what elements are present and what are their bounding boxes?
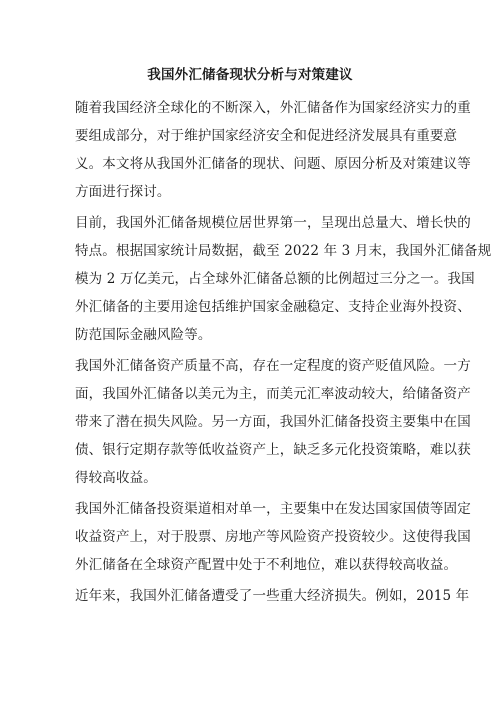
text-line: 方面进行探讨。 bbox=[75, 184, 171, 200]
text-line: 防范国际金融风险等。 bbox=[75, 327, 212, 343]
text-line: 面，我国外汇储备以美元为主，而美元汇率波动较大，给储备资产 bbox=[75, 386, 471, 402]
paragraph-investment-channels bbox=[75, 495, 471, 579]
paragraph-intro bbox=[75, 94, 471, 206]
text-line: 外汇储备的主要用途包括维护国家金融稳定、支持企业海外投资、 bbox=[75, 299, 471, 315]
text-line: 特点。根据国家统计局数据，截至 2022 年 3 月末，我国外汇储备规 bbox=[75, 243, 492, 259]
text-line: 带来了潜在损失风险。另一方面，我国外汇储备投资主要集中在国 bbox=[75, 414, 471, 430]
text-line: 债、银行定期存款等低收益资产上，缺乏多元化投资策略，难以获 bbox=[75, 442, 471, 458]
text-line: 外汇储备在全球资产配置中处于不利地位，难以获得较高收益。 bbox=[75, 557, 458, 573]
text-line: 要组成部分，对于维护国家经济安全和促进经济发展具有重要意 bbox=[75, 128, 458, 144]
text-line: 模为 2 万亿美元，占全球外汇储备总额的比例超过三分之一。我国 bbox=[75, 271, 475, 287]
text-line: 收益资产上，对于股票、房地产等风险资产投资较少。这使得我国 bbox=[75, 529, 471, 545]
text-line: 目前，我国外汇储备规模位居世界第一，呈现出总量大、增长快的 bbox=[75, 215, 471, 231]
paragraph-losses bbox=[75, 582, 470, 610]
text-line: 我国外汇储备投资渠道相对单一，主要集中在发达国家国债等固定 bbox=[75, 501, 471, 517]
paragraph-asset-quality bbox=[75, 352, 471, 492]
text-line: 近年来，我国外汇储备遭受了一些重大经济损失。例如，2015 年 bbox=[75, 588, 470, 604]
text-line: 我国外汇储备资产质量不高，存在一定程度的资产贬值风险。一方 bbox=[75, 358, 471, 374]
text-line: 随着我国经济全球化的不断深入，外汇储备作为国家经济实力的重 bbox=[75, 100, 471, 116]
document-title: 我国外汇储备现状分析与对策建议 bbox=[147, 67, 353, 83]
document-body bbox=[75, 94, 492, 610]
text-line: 得较高收益。 bbox=[75, 470, 157, 486]
paragraph-current-status bbox=[75, 209, 492, 349]
text-line: 义。本文将从我国外汇储备的现状、问题、原因分析及对策建议等 bbox=[75, 156, 471, 172]
